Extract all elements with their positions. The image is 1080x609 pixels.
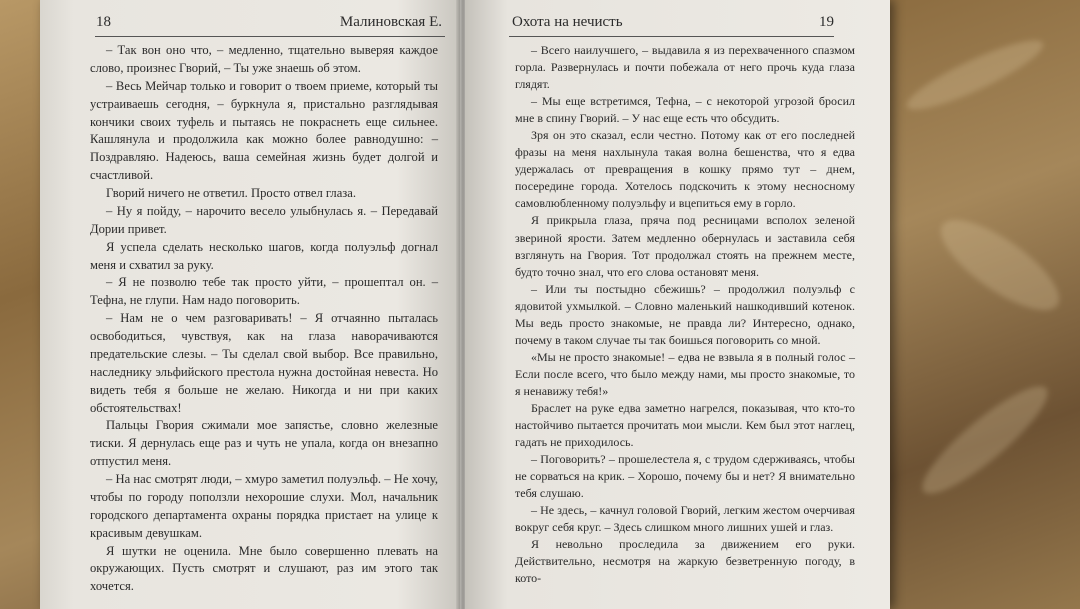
left-running-head: Малиновская Е. bbox=[339, 14, 442, 30]
paragraph: Я невольно проследила за движением его руки. Действительно, несмотря на жаркую безветренную погоду, в кото- bbox=[515, 537, 855, 586]
paragraph: – Или ты постыдно сбежишь? – продолжил полуэльф с ядовитой ухмылкой. – Словно маленький нашкодивший котенок. Мы ведь просто знакомые, не правда ли? Интересно, однако, почему в таком случае ты так боишься поговорить со мной. bbox=[515, 281, 855, 347]
paragraph: – Мы еще встретимся, Тефна, – с некоторой угрозой бросил мне в спину Гворий. – У нас еще есть что обсудить. bbox=[515, 94, 855, 126]
paragraph: Я прикрыла глаза, пряча под ресницами всполох зеленой звериной ярости. Затем медленно обернулась и заставила себя взглянуть на Гвория. Тот продолжал стоять на прежнем месте, будто точно знал, что его слова остановят меня. bbox=[515, 213, 855, 279]
paragraph: Гворий ничего не ответил. Просто отвел глаза. bbox=[106, 186, 356, 200]
paragraph: «Мы не просто знакомые! – едва не взвыла я в полный голос – Если после всего, что было между нами, мы просто знакомые, то я ненавижу тебя!» bbox=[515, 349, 855, 398]
paragraph: – Я не позволю тебе так просто уйти, – прошептал он. – Тефна, не глупи. Нам надо поговорить. bbox=[90, 275, 438, 308]
paragraph: – Нам не о чем разговаривать! – Я отчаянно пыталась освободиться, чувствуя, как на глаза наворачиваются предательские слезы. – Ты сделал свой выбор. Все правильно, наследнику эльфийского престола нужна достойная невеста. Но видеть тебя я больше не желаю. Никогда и ни при каких обстоятельствах! bbox=[90, 311, 438, 415]
paragraph: – Ну я пойду, – нарочито весело улыбнулась я. – Передавай Дории привет. bbox=[90, 203, 438, 236]
paragraph: Пальцы Гвория сжимали мое запястье, словно железные тиски. Я дернулась еще раз и чуть не упала, когда он внезапно отпустил меня. bbox=[90, 418, 438, 469]
left-body-text bbox=[90, 42, 438, 596]
right-page bbox=[465, 0, 890, 609]
open-book bbox=[40, 0, 890, 609]
paragraph: – Всего наилучшего, – выдавила я из перехваченного спазмом горла. Развернулась и почти побежала от него прочь куда глаза глядят. bbox=[515, 43, 855, 92]
paragraph: – Не здесь, – качнул головой Гворий, легким жестом очерчивая вокруг себя круг. – Здесь слишком много лишних ушей и глаз. bbox=[515, 503, 855, 535]
paragraph: – Весь Мейчар только и говорит о твоем приеме, который ты устраиваешь сегодня, – буркнула я, пристально разглядывая кончики своих туфель и пытаясь не покраснеть еще сильнее. Кашлянула и продолжила как можно более равнодушно: – Поздравляю. Надеюсь, ваша семейная жизнь будет долгой и счастливой. bbox=[90, 78, 438, 183]
left-page-number: 18 bbox=[96, 14, 111, 30]
paragraph: – На нас смотрят люди, – хмуро заметил полуэльф. – Не хочу, чтобы по городу поползли нехорошие слухи. Мол, начальник городского департамента охраны порядка пристает на улице к красивым девушкам. bbox=[90, 472, 438, 540]
paragraph: Я шутки не оценила. Мне было совершенно плевать на окружающих. Пусть смотрят и слушают, раз им этого так хочется. bbox=[90, 543, 438, 594]
left-page bbox=[40, 0, 460, 609]
right-body-text bbox=[515, 42, 855, 588]
paragraph: Я успела сделать несколько шагов, когда полуэльф догнал меня и схватил за руку. bbox=[90, 239, 438, 272]
paragraph: Зря он это сказал, если честно. Потому как от его последней фразы на меня нахлынула такая волна бешенства, что я едва удержалась от превращения в кошку прямо тут – днем, посередине города. Хотелось подскочить к этому несносному самовлюбленному полуэльфу и вцепиться ему в горло. bbox=[515, 128, 855, 211]
left-header-rule bbox=[95, 36, 445, 37]
right-header-rule bbox=[509, 36, 834, 37]
paragraph: – Поговорить? – прошелестела я, с трудом сдерживаясь, чтобы не сорваться на крик. – Хорошо, почему бы и нет? Я внимательно тебя слушаю. bbox=[515, 452, 855, 501]
paragraph: Браслет на руке едва заметно нагрелся, показывая, что кто-то настойчиво пытается прочитать мои мысли. Кем был этот наглец, гадать не приходилось. bbox=[515, 400, 855, 450]
right-running-head: Охота на нечисть bbox=[512, 14, 623, 30]
right-page-number: 19 bbox=[819, 14, 834, 30]
paragraph: – Так вон оно что, – медленно, тщательно выверяя каждое слово, произнес Гворий, – Ты уже знаешь об этом. bbox=[90, 43, 438, 75]
